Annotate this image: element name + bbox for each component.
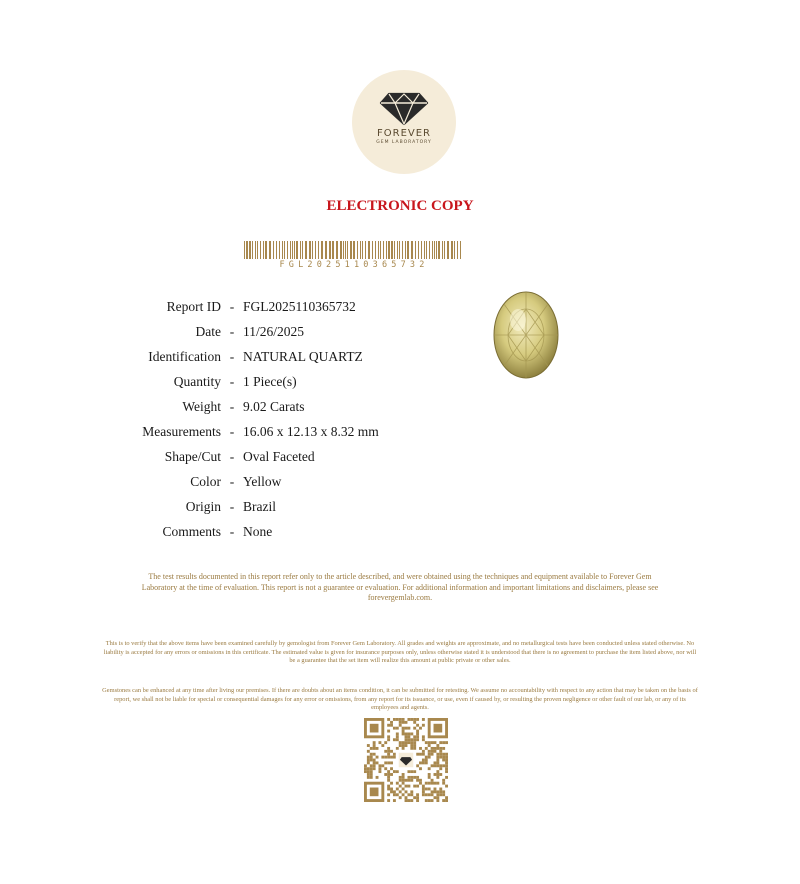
field-separator: -: [229, 423, 235, 439]
field-report-id: [100, 294, 400, 319]
field-separator: -: [229, 498, 235, 514]
verification-text: This is to verify that the above items have been examined carefully by gemologist from Forever Gem Laboratory. All grades and weights are approximate, and no metallurgical tests have been conducted unless stated otherwise. No liability is accepted for any errors or omissions in this certificate. The estimated value is given for insurance purposes only, unless otherwise stated it is understood that there is no agreement to purchase the item listed above, nor will be a guarantee that the set item will realize this amount at public private or other sales.: [103, 640, 697, 665]
barcode-number: FGL2025110365732: [279, 260, 429, 270]
logo-subtitle: GEM LABORATORY: [376, 140, 432, 145]
report-details: [100, 294, 400, 544]
field-origin: [100, 494, 400, 519]
field-label: Report ID: [166, 298, 221, 314]
gemstones-notice: Gemstones can be enhanced at any time after living our premises. If there are doubts about an items condition, it can be submitted for retesting. We assume no accountability with respect to any action that may be taken on the basis of report, we shall not be liable for special or consequential damages for any error or omissions, from any report for its issuance, or use, even if caused by, or resulting the proven negligence or other fault of our lab, or any of its employees and agents.: [102, 687, 698, 712]
field-value: FGL2025110365732: [243, 298, 356, 314]
lab-logo: [352, 70, 456, 174]
field-label: Origin: [185, 498, 221, 514]
field-comments: [100, 519, 400, 544]
qr-code[interactable]: [364, 718, 448, 802]
field-value: 1 Piece(s): [243, 373, 297, 389]
field-value: 16.06 x 12.13 x 8.32 mm: [243, 423, 379, 439]
field-label: Quantity: [173, 373, 221, 389]
field-separator: -: [229, 298, 235, 314]
field-date: [100, 319, 400, 344]
field-label: Measurements: [142, 423, 221, 439]
field-shape-cut: [100, 444, 400, 469]
field-value: 9.02 Carats: [243, 398, 305, 414]
field-separator: -: [229, 323, 235, 339]
field-value: Brazil: [243, 498, 276, 514]
barcode: [244, 241, 464, 259]
logo-brand-name: FOREVER: [377, 128, 431, 139]
field-separator: -: [229, 373, 235, 389]
field-value: None: [243, 523, 273, 539]
field-label: Color: [190, 473, 221, 489]
electronic-copy-title: ELECTRONIC COPY: [326, 198, 474, 214]
field-value: Oval Faceted: [243, 448, 315, 464]
field-label: Weight: [182, 398, 221, 414]
field-label: Comments: [162, 523, 221, 539]
field-measurements: [100, 419, 400, 444]
field-label: Date: [195, 323, 221, 339]
field-separator: -: [229, 473, 235, 489]
field-separator: -: [229, 398, 235, 414]
diamond-icon: [379, 92, 429, 126]
field-label: Shape/Cut: [164, 448, 221, 464]
field-color: [100, 469, 400, 494]
field-label: Identification: [148, 348, 221, 364]
field-value: 11/26/2025: [243, 323, 305, 339]
field-separator: -: [229, 348, 235, 364]
field-value: Yellow: [243, 473, 282, 489]
field-value: NATURAL QUARTZ: [243, 348, 363, 364]
field-separator: -: [229, 523, 235, 539]
gemstone-photo: [492, 290, 560, 380]
field-quantity: [100, 369, 400, 394]
field-weight: [100, 394, 400, 419]
field-separator: -: [229, 448, 235, 464]
disclaimer-text: The test results documented in this report refer only to the article described, and were obtained using the techniques and equipment available to Forever Gem Laboratory at the time of evaluation. This report is not a guarantee or evaluation. For additional information and important limitations and disclaimers, please see forevergemlab.com.: [141, 572, 659, 602]
field-identification: [100, 344, 400, 369]
